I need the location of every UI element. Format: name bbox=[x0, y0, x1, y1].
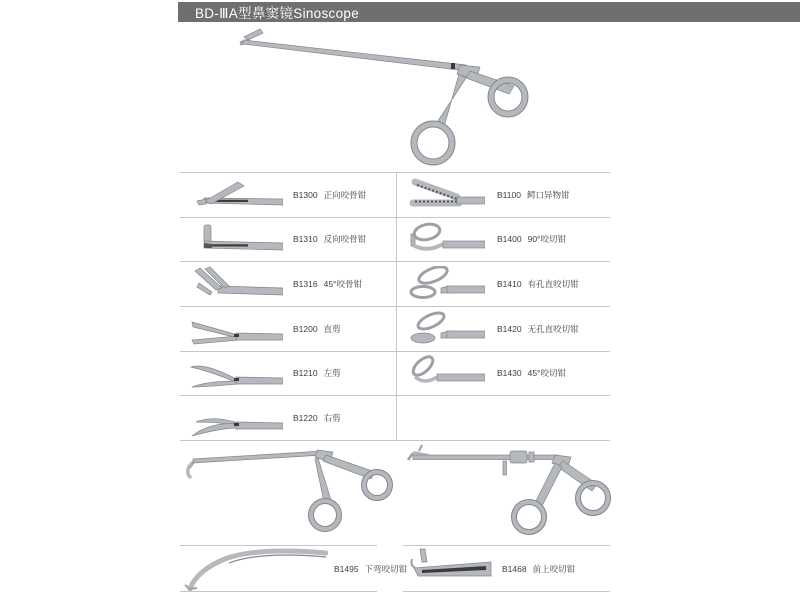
product-code: B1468 bbox=[502, 563, 527, 574]
product-label bbox=[293, 189, 366, 201]
product-name: 反向咬骨钳 bbox=[323, 234, 367, 245]
product-code: B1220 bbox=[293, 413, 318, 424]
b1316-tip-image bbox=[188, 265, 283, 303]
b1410-tip-image bbox=[405, 266, 485, 302]
product-name: 90°咬切钳 bbox=[527, 234, 566, 245]
product-name: 右剪 bbox=[323, 413, 341, 424]
main-forceps-image bbox=[230, 27, 540, 172]
b1310-tip-image bbox=[188, 220, 283, 258]
product-name: 有孔直咬切钳 bbox=[527, 279, 579, 290]
product-name: 鳄口异物钳 bbox=[526, 189, 570, 200]
table-row-b1300 bbox=[180, 173, 397, 218]
b1468-tip-image bbox=[408, 546, 493, 591]
product-label bbox=[293, 278, 362, 290]
b1495-forceps-image bbox=[183, 445, 398, 545]
product-name: 前上咬切钳 bbox=[532, 563, 576, 574]
b1495-tip-image bbox=[183, 546, 328, 591]
table-row-b1316 bbox=[180, 262, 397, 307]
table-row-b1410 bbox=[397, 262, 610, 307]
product-label bbox=[293, 323, 341, 335]
product-label bbox=[293, 412, 341, 424]
product-label bbox=[497, 189, 569, 201]
b1210-tip-image bbox=[188, 354, 283, 392]
b1430-tip-image bbox=[405, 355, 485, 391]
product-code: B1430 bbox=[497, 368, 522, 379]
product-name: 左剪 bbox=[323, 368, 341, 379]
b1400-tip-image bbox=[405, 221, 485, 257]
product-code: B1316 bbox=[293, 279, 318, 290]
product-label bbox=[293, 233, 366, 245]
product-name: 正向咬骨钳 bbox=[323, 189, 367, 200]
b1300-tip-image bbox=[188, 176, 283, 214]
table-row-b1495 bbox=[180, 545, 408, 592]
b1220-tip-image bbox=[188, 399, 283, 437]
table-row-b1310 bbox=[180, 218, 397, 263]
b1200-tip-image bbox=[188, 310, 283, 348]
table-row-b1220 bbox=[180, 396, 397, 441]
product-name: 直剪 bbox=[323, 323, 341, 334]
product-code: B1420 bbox=[497, 323, 522, 334]
product-code: B1400 bbox=[497, 234, 522, 245]
table-row-b1468 bbox=[403, 545, 610, 592]
table-row-b1200 bbox=[180, 307, 397, 352]
table-row-b1430 bbox=[397, 352, 610, 397]
table-row-b1400 bbox=[397, 218, 610, 263]
product-label bbox=[497, 233, 566, 245]
product-label bbox=[334, 563, 407, 575]
b1100-tip-image bbox=[405, 177, 485, 213]
product-label bbox=[497, 367, 566, 379]
b1468-forceps-image bbox=[405, 443, 620, 545]
product-code: B1300 bbox=[293, 189, 318, 200]
catalog-table bbox=[180, 172, 610, 441]
product-label bbox=[497, 278, 579, 290]
table-row-b1210 bbox=[180, 352, 397, 397]
product-code: B1200 bbox=[293, 323, 318, 334]
product-code: B1100 bbox=[497, 189, 521, 200]
product-label bbox=[497, 323, 579, 335]
table-row-b1100 bbox=[397, 173, 610, 218]
product-label bbox=[293, 367, 341, 379]
table-row-empty bbox=[397, 396, 610, 441]
product-name: 45°咬骨钳 bbox=[323, 279, 362, 290]
page-title: BD-ⅢA型鼻窦镜Sinoscope bbox=[195, 6, 360, 21]
product-code: B1410 bbox=[497, 279, 522, 290]
table-row-b1420 bbox=[397, 307, 610, 352]
product-name: 下弯咬切钳 bbox=[364, 563, 408, 574]
product-label bbox=[502, 563, 575, 575]
product-code: B1210 bbox=[293, 368, 318, 379]
header-bar bbox=[178, 2, 800, 22]
product-code: B1310 bbox=[293, 234, 318, 245]
product-code: B1495 bbox=[334, 563, 359, 574]
product-name: 45°咬切钳 bbox=[527, 368, 566, 379]
product-name: 无孔直咬切钳 bbox=[527, 323, 579, 334]
b1420-tip-image bbox=[405, 311, 485, 347]
